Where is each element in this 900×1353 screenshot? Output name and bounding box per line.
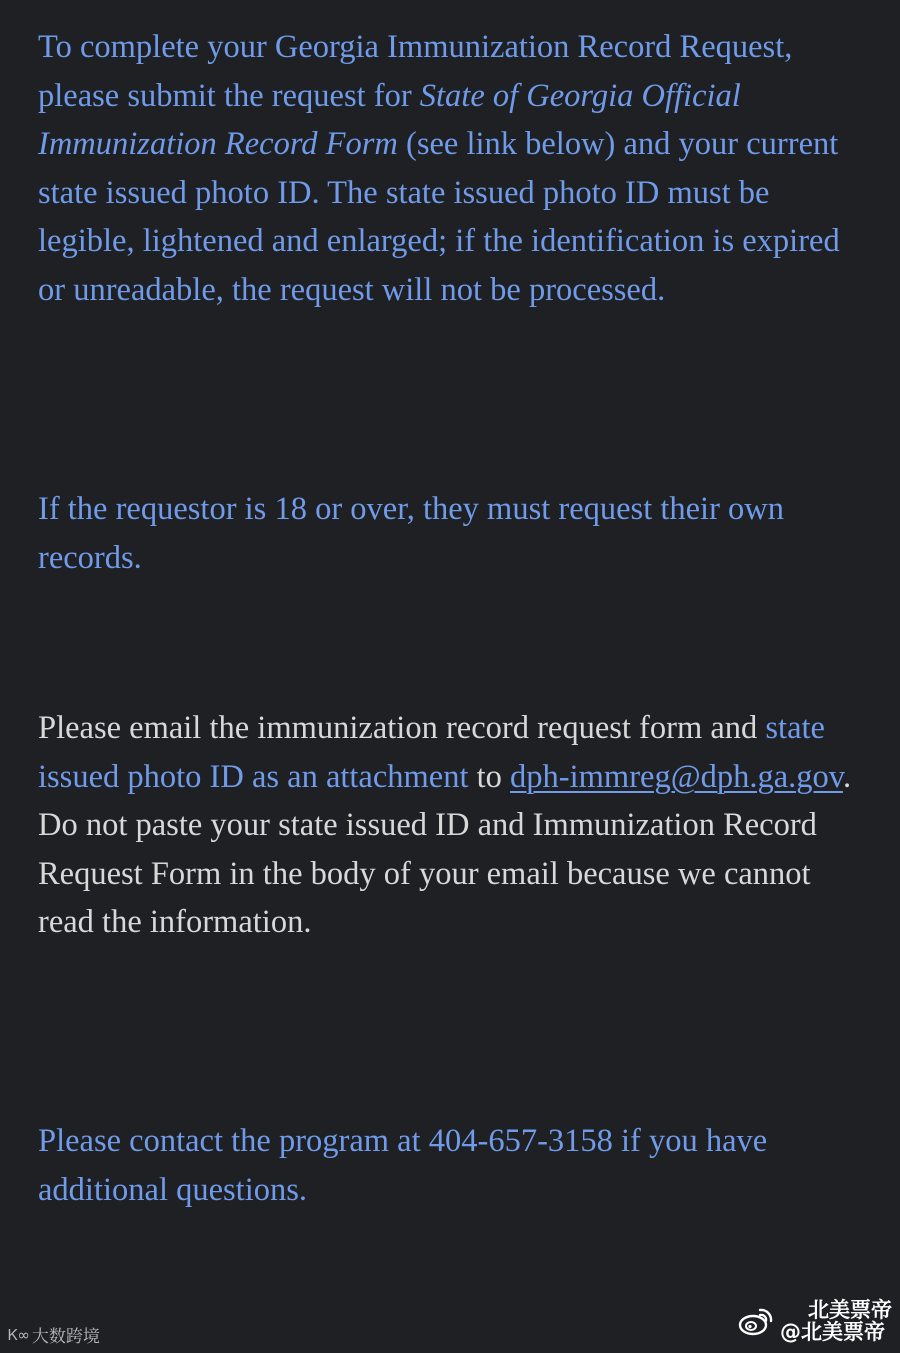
weibo-icon bbox=[738, 1306, 774, 1336]
watermark-left-text: 大数跨境 bbox=[31, 1327, 100, 1347]
watermark-name: 北美票帝 bbox=[808, 1298, 892, 1322]
email-link[interactable]: dph-immreg@dph.ga.gov bbox=[510, 758, 843, 795]
instructions-text-2: (see link below) and your current state issued photo ID. The state issued photo ID must be legible, lightened and enlarged; if the identification is expired or unreadable, the request will not be processed. bbox=[38, 126, 840, 308]
age-requirement-paragraph bbox=[38, 485, 868, 582]
watermark-left bbox=[8, 1322, 100, 1347]
age-requirement-text: If the requestor is 18 or over, they must request their own records. bbox=[38, 491, 785, 576]
form-name: State of Georgia Official Immunization Record Form bbox=[38, 77, 741, 162]
instructions-text-1: To complete your Georgia Immunization Record Request, please submit the request for bbox=[38, 29, 793, 114]
email-text-2: to bbox=[468, 758, 511, 795]
email-instructions-paragraph bbox=[38, 704, 868, 947]
instructions-paragraph bbox=[38, 23, 868, 314]
watermark-handle: @北美票帝 bbox=[780, 1320, 885, 1344]
brand-logo-icon: Ꮶ∞ bbox=[8, 1325, 29, 1344]
contact-text: Please contact the program at 404-657-3158 if you have additional questions. bbox=[38, 1123, 768, 1208]
contact-paragraph bbox=[38, 1117, 868, 1214]
email-text-3: . Do not paste your state issued ID and Immunization Record Request Form in the body of your email because we cannot read the information. bbox=[38, 758, 852, 940]
attachment-highlight: state issued photo ID as an attachment bbox=[38, 710, 825, 795]
email-text-1: Please email the immunization record request form and bbox=[38, 710, 766, 746]
watermark-right bbox=[738, 1299, 892, 1343]
